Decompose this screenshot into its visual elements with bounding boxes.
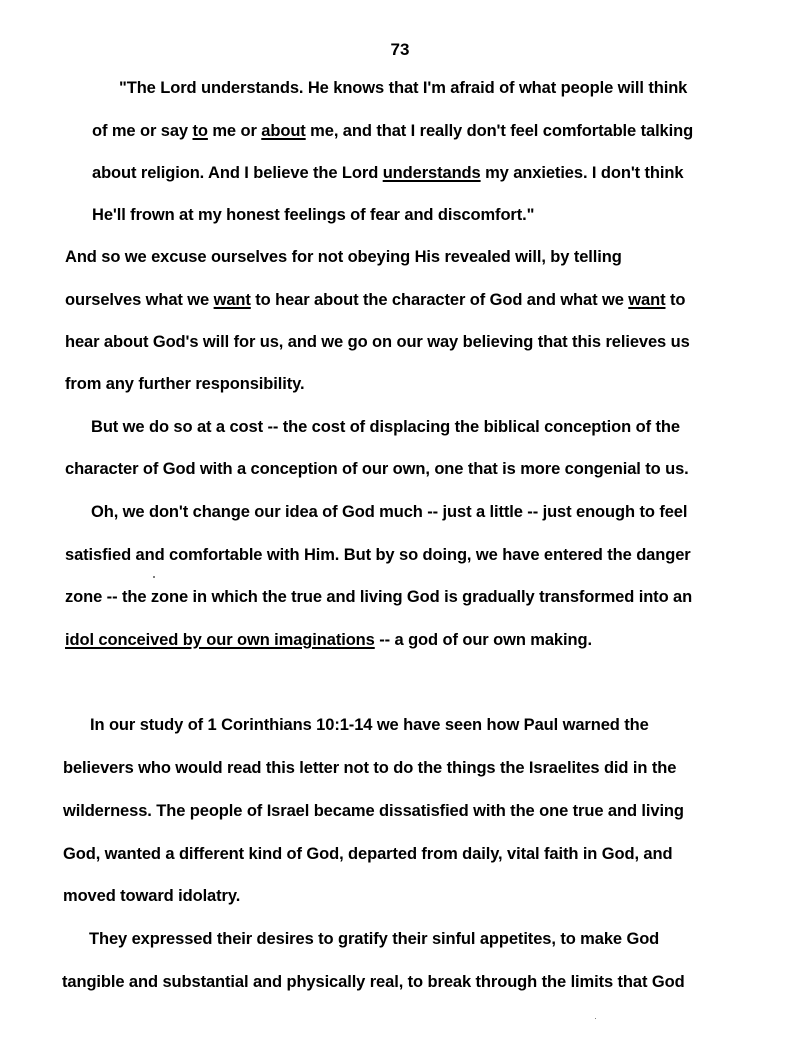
text-line (65, 587, 692, 607)
text-run: believers who would read this letter not to do the things the Israelites did in the (63, 759, 677, 777)
text-line (63, 844, 672, 864)
text-line (65, 545, 691, 565)
text-run: ourselves what we (65, 291, 214, 309)
text-run: "The Lord understands. He knows that I'm afraid of what people will think (119, 79, 688, 97)
text-line (65, 630, 592, 650)
text-line (65, 247, 622, 267)
scan-speck (595, 1018, 596, 1019)
underlined-word: understands (382, 164, 481, 182)
text-run: wilderness. The people of Israel became dissatisfied with the one true and living (63, 802, 684, 820)
text-run: to hear about the character of God and what we (250, 291, 629, 309)
text-run: And so we excuse ourselves for not obeying His revealed will, by telling (65, 248, 622, 266)
underlined-word: to (192, 122, 208, 140)
text-run: hear about God's will for us, and we go on our way believing that this relieves us (65, 333, 690, 351)
text-run: from any further responsibility. (65, 375, 305, 393)
text-line (92, 121, 693, 141)
text-run: But we do so at a cost -- the cost of displacing the biblical conception of the (91, 418, 680, 436)
underlined-word: want (213, 291, 251, 309)
text-line (92, 163, 683, 183)
text-run: zone -- the zone in which the true and living God is gradually transformed into an (65, 588, 693, 606)
text-run: to (665, 291, 686, 309)
underlined-word: about (261, 122, 306, 140)
text-line (89, 929, 659, 949)
text-run: In our study of 1 Corinthians 10:1-14 we have seen how Paul warned the (90, 716, 649, 734)
underlined-word: want (628, 291, 666, 309)
page-number: 73 (390, 40, 410, 59)
text-line (63, 886, 240, 906)
text-line (65, 290, 685, 310)
text-run: character of God with a conception of our own, one that is more congenial to us. (65, 460, 689, 478)
text-line (63, 758, 676, 778)
text-line (91, 417, 680, 437)
text-run: satisfied and comfortable with Him. But by so doing, we have entered the danger (65, 546, 691, 564)
scan-speck (153, 576, 155, 578)
text-line (63, 801, 684, 821)
text-run: me, and that I really don't feel comfortable talking (305, 122, 694, 140)
text-line (65, 332, 690, 352)
text-line (90, 715, 649, 735)
text-run: God, wanted a different kind of God, departed from daily, vital faith in God, and (63, 845, 673, 863)
text-line (65, 459, 689, 479)
text-run: They expressed their desires to gratify their sinful appetites, to make God (89, 930, 660, 948)
text-run: moved toward idolatry. (63, 887, 241, 905)
text-line (119, 78, 687, 98)
text-run: my anxieties. I don't think (480, 164, 684, 182)
text-line (65, 374, 304, 394)
text-run: of me or say (92, 122, 193, 140)
text-run: tangible and substantial and physically real, to break through the limits that God (62, 973, 685, 991)
text-run: about religion. And I believe the Lord (92, 164, 383, 182)
text-line (91, 502, 687, 522)
underlined-phrase: idol conceived by our own imaginations (65, 631, 375, 649)
text-line (92, 205, 534, 225)
text-line (62, 972, 685, 992)
text-run: me or (207, 122, 262, 140)
text-run: He'll frown at my honest feelings of fear and discomfort." (92, 206, 535, 224)
text-run: Oh, we don't change our idea of God much -- just a little -- just enough to feel (91, 503, 688, 521)
text-run: -- a god of our own making. (374, 631, 592, 649)
